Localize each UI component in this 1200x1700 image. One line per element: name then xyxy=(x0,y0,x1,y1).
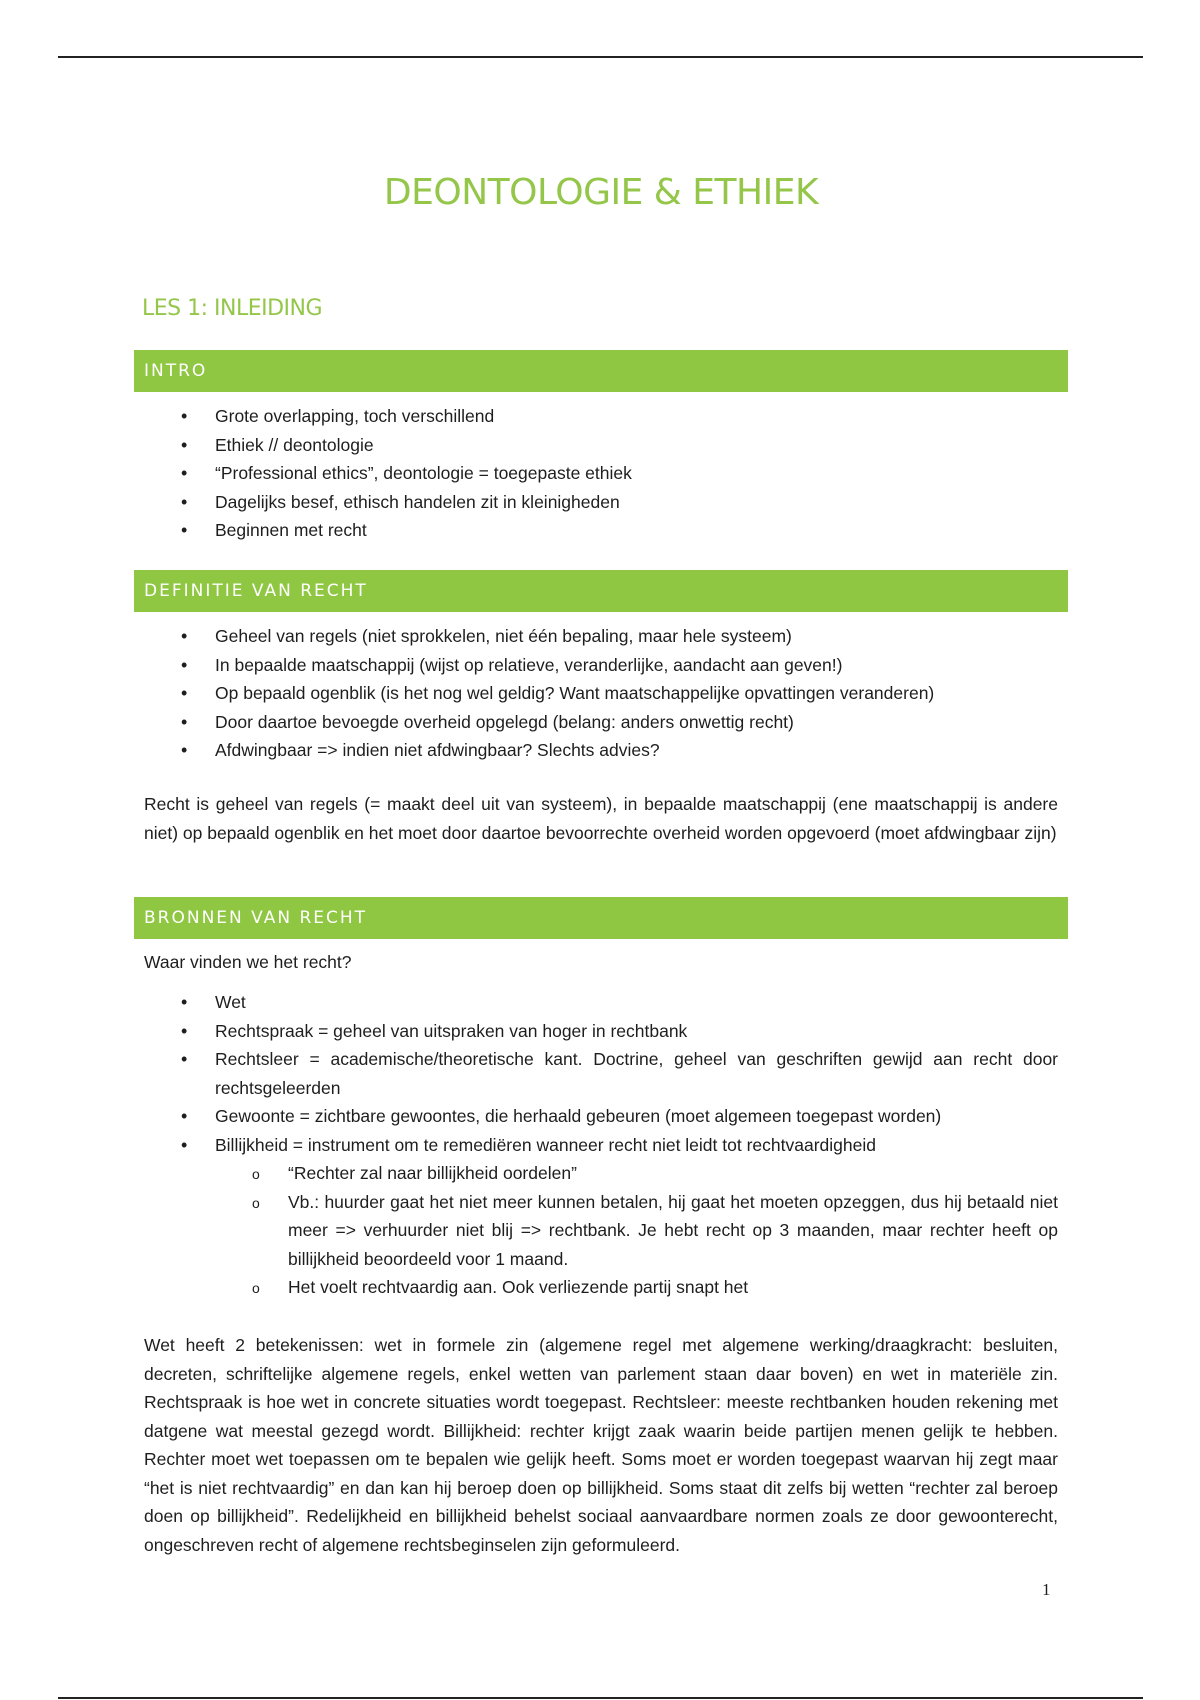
list-item: • “Professional ethics”, deontologie = toegepaste ethiek xyxy=(134,459,1068,488)
intro-list xyxy=(134,402,1068,545)
section-heading-bronnen: BRONNEN VAN RECHT xyxy=(134,897,1068,939)
definitie-paragraph: Recht is geheel van regels (= maakt deel uit van systeem), in bepaalde maatschappij (ene maatschappij is andere niet) op bepaald ogenblik en het moet door daartoe bevoorrechte overheid worden opgevoerd (moet afdwingbaar zijn) xyxy=(144,794,1058,843)
list-item xyxy=(134,1131,1068,1302)
list-item: • Ethiek // deontologie xyxy=(134,431,1068,460)
list-item: • Op bepaald ogenblik (is het nog wel geldig? Want maatschappelijke opvattingen veranderen) xyxy=(134,679,1068,708)
list-item: • Rechtspraak = geheel van uitspraken van hoger in rechtbank xyxy=(134,1017,1068,1046)
sub-list-item: o “Rechter zal naar billijkheid oordelen” xyxy=(215,1159,1058,1188)
section-heading-definitie: DEFINITIE VAN RECHT xyxy=(134,570,1068,612)
billijkheid-sublist xyxy=(215,1159,1058,1302)
lesson-heading: LES 1: INLEIDING xyxy=(142,296,323,321)
sub-list-item: o Het voelt rechtvaardig aan. Ook verliezende partij snapt het xyxy=(215,1273,1058,1302)
list-item-text: Billijkheid = instrument om te remediëren wanneer recht niet leidt tot rechtvaardigheid xyxy=(215,1134,876,1155)
list-item: • Afdwingbaar => indien niet afdwingbaar? Slechts advies? xyxy=(134,736,1068,765)
document-title: DEONTOLOGIE & ETHIEK xyxy=(383,172,819,213)
footer-rule xyxy=(58,1697,1143,1699)
list-item: • Beginnen met recht xyxy=(134,516,1068,545)
list-item: • Gewoonte = zichtbare gewoontes, die herhaald gebeuren (moet algemeen toegepast worden) xyxy=(134,1102,1068,1131)
page-number: 1 xyxy=(1042,1580,1051,1599)
definitie-list xyxy=(134,622,1068,765)
list-item: • Rechtsleer = academische/theoretische kant. Doctrine, geheel van geschriften gewijd aan recht door rechtsgeleerden xyxy=(134,1045,1068,1102)
list-item: • In bepaalde maatschappij (wijst op relatieve, veranderlijke, aandacht aan geven!) xyxy=(134,651,1068,680)
bronnen-list xyxy=(134,988,1068,1302)
list-item: • Wet xyxy=(134,988,1068,1017)
list-item: • Grote overlapping, toch verschillend xyxy=(134,402,1068,431)
list-item: • Dagelijks besef, ethisch handelen zit in kleinigheden xyxy=(134,488,1068,517)
header-rule xyxy=(58,56,1143,58)
section-heading-intro: INTRO xyxy=(134,350,1068,392)
list-item: • Geheel van regels (niet sprokkelen, niet één bepaling, maar hele systeem) xyxy=(134,622,1068,651)
bronnen-question: Waar vinden we het recht? xyxy=(144,952,352,972)
list-item: • Door daartoe bevoegde overheid opgelegd (belang: anders onwettig recht) xyxy=(134,708,1068,737)
bronnen-paragraph: Wet heeft 2 betekenissen: wet in formele zin (algemene regel met algemene werking/draagkracht: besluiten, decreten, schriftelijke algemene regels, enkel wetten van parlement staan daar boven) en wet in materiële zin. Rechtspraak is hoe wet in concrete situaties wordt toegepast. Rechtsleer: meeste rechtbanken houden rekening met datgene wat meestal gezegd wordt. Billijkheid: rechter krijgt zaak waarin beide partijen menen gelijk te hebben. Rechter moet wet toepassen om te bepalen wie gelijk heeft. Soms moet er worden toegepast waarvan hij zegt maar “het is niet rechtvaardig” en dan kan hij beroep doen op billijkheid. Soms staat dit zelfs bij wetten “rechter zal beroep doen op billijkheid”. Redelijkheid en billijkheid behelst sociaal aanvaardbare normen zoals ze door gewoonterecht, ongeschreven recht of algemene rechtsbeginselen zijn geformuleerd. xyxy=(144,1335,1058,1555)
sub-list-item: o Vb.: huurder gaat het niet meer kunnen betalen, hij gaat het moeten opzeggen, dus hij betaald niet meer => verhuurder niet blij => rechtbank. Je hebt recht op 3 maanden, maar rechter heeft op billijkheid beoordeeld voor 1 maand. xyxy=(215,1188,1058,1274)
